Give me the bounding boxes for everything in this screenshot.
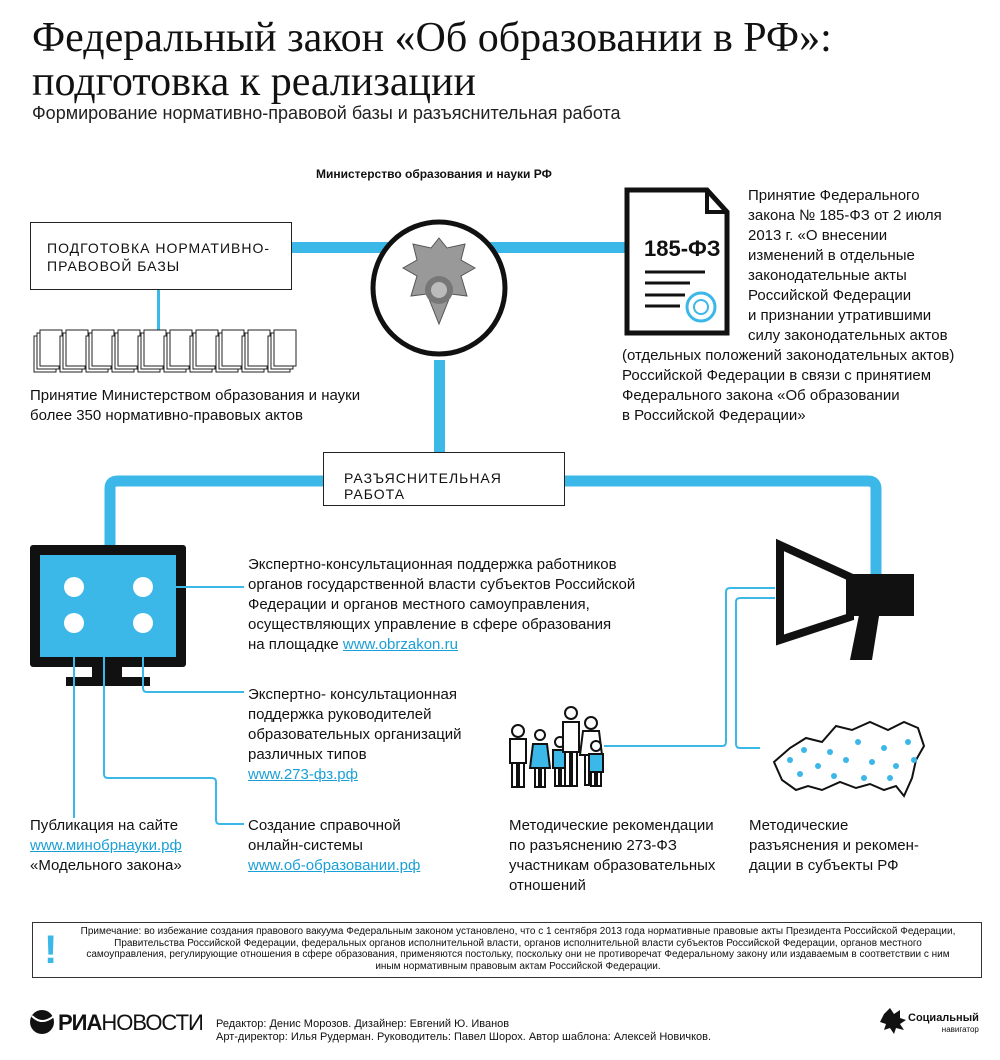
page-subtitle: Формирование нормативно-правовой базы и разъяснительная работа (32, 103, 621, 123)
expert2-line: различных типов (248, 746, 367, 763)
logo-ria: РИА (58, 1010, 102, 1035)
page-title: Федеральный закон «Об образовании в РФ»: подготовка к реализации (32, 15, 832, 105)
acts-line2: более 350 нормативно-правовых актов (30, 407, 303, 424)
law-line: Российской Федерации в связи с принятием (622, 367, 932, 384)
expert-support-1 (248, 555, 668, 655)
social-logo-line1: Социальный (908, 1012, 979, 1024)
law-line: Федерального закона «Об образовании (622, 387, 900, 404)
law-line: силу законодательных актов (748, 327, 948, 344)
expert1-line: органов государственной власти субъектов Российской (248, 576, 636, 593)
center-stem-line (434, 360, 445, 460)
documents-stack-icon (34, 330, 296, 372)
expert1-line: Экспертно-консультационная поддержка работников (248, 556, 617, 573)
normative-base-box (30, 222, 292, 290)
law-line: закона № 185-ФЗ от 2 июля (748, 207, 942, 224)
social-navigator-logo (908, 1012, 979, 1036)
law-line: законодательные акты (748, 267, 907, 284)
expert1-line: осуществляющих управление в сфере образования (248, 616, 612, 633)
methodic-recommendations (509, 816, 739, 896)
methodic-line: по разъяснению 273-ФЗ (509, 837, 677, 854)
ria-novosti-logo (58, 1010, 203, 1036)
normative-base-line1: ПОДГОТОВКА НОРМАТИВНО- (47, 240, 271, 256)
methodic-line: участникам образовательных (509, 857, 716, 874)
publication-block (30, 816, 230, 876)
law-line: изменений в отдельные (748, 247, 915, 264)
expert1-line: Федерации и органов местного самоуправления, (248, 596, 590, 613)
ob-obrazovanii-link[interactable]: www.об-образовании.рф (248, 857, 421, 874)
explanatory-work-label: РАЗЪЯСНИТЕЛЬНАЯ РАБОТА (344, 470, 502, 502)
law-line: в Российской Федерации» (622, 407, 806, 424)
law-line: 2013 г. «О внесении (748, 227, 888, 244)
publication-line3: «Модельного закона» (30, 857, 182, 874)
megaphone-icon (780, 545, 914, 660)
regions-line: Методические (749, 817, 849, 834)
expert2-line: поддержка руководителей (248, 706, 432, 723)
credits (216, 1018, 711, 1044)
law-line: Российской Федерации (748, 287, 912, 304)
logo-novosti: НОВОСТИ (101, 1010, 203, 1035)
russia-map-icon (774, 722, 924, 796)
acts-line1: Принятие Министерством образования и науки (30, 387, 361, 404)
note-text: Примечание: во избежание создания правового вакуума Федеральным законом установлено, что с 1 сентября 2013 года нормативные правовые акты Президента Российской Федерации, Правительства Российской Федерации, федеральных органов исполнительной власти, органов исполнительной власти субъектов Российской Федерации, органов местного самоуправления, регулирующие отношения в сфере образования, применяются постольку, поскольку они не противоречат Федеральному закону или издаваемым в соответствии с ним иным нормативным правовым актам Российской Федерации. (80, 926, 956, 972)
ministry-emblem (373, 222, 505, 354)
law-line: (отдельных положений законодательных актов) (622, 347, 955, 364)
law-description (622, 186, 972, 426)
reference-line1: Создание справочной (248, 817, 401, 834)
exclamation-icon: ! (44, 928, 58, 972)
fz273-link[interactable]: www.273-фз.рф (248, 766, 358, 783)
methodic-line: отношений (509, 877, 586, 894)
regions-recommendations (749, 816, 979, 876)
monitor-icon (30, 545, 186, 686)
regions-line: разъяснения и рекомен- (749, 837, 919, 854)
social-navigator-logo-icon (880, 1008, 906, 1034)
ria-globe-icon (30, 1010, 54, 1034)
law-line: Принятие Федерального (748, 187, 920, 204)
reference-system-block (248, 816, 468, 876)
publication-line1: Публикация на сайте (30, 817, 179, 834)
expert1-prefix: на площадке (248, 636, 343, 653)
minobrnauki-link[interactable]: www.минобрнауки.рф (30, 837, 182, 854)
expert-support-2 (248, 685, 508, 785)
obrzakon-link[interactable]: www.obrzakon.ru (342, 636, 458, 653)
regions-line: дации в субъекты РФ (749, 857, 899, 874)
credits-line2: Арт-директор: Илья Рудерман. Руководитель: Павел Шорох. Автор шаблона: Алексей Новичков. (216, 1031, 712, 1043)
normative-base-line2: ПРАВОВОЙ БАЗЫ (47, 258, 181, 274)
expert2-line: образовательных организаций (248, 726, 462, 743)
law-number-label: 185-ФЗ (644, 236, 721, 261)
ministry-label: Министерство образования и науки РФ (316, 167, 552, 181)
family-icon (510, 707, 603, 787)
methodic-line: Методические рекомендации (509, 817, 714, 834)
expert2-line: Экспертно- консультационная (248, 686, 457, 703)
reference-line2: онлайн-системы (248, 837, 363, 854)
acts-text (30, 386, 360, 426)
explanatory-work-box (323, 452, 565, 506)
law-line: и признании утратившими (748, 307, 932, 324)
docs-connector-line (157, 288, 160, 336)
credits-line1: Редактор: Денис Морозов. Дизайнер: Евгений Ю. Иванов (216, 1018, 510, 1030)
social-logo-line2: навигатор (941, 1025, 979, 1034)
